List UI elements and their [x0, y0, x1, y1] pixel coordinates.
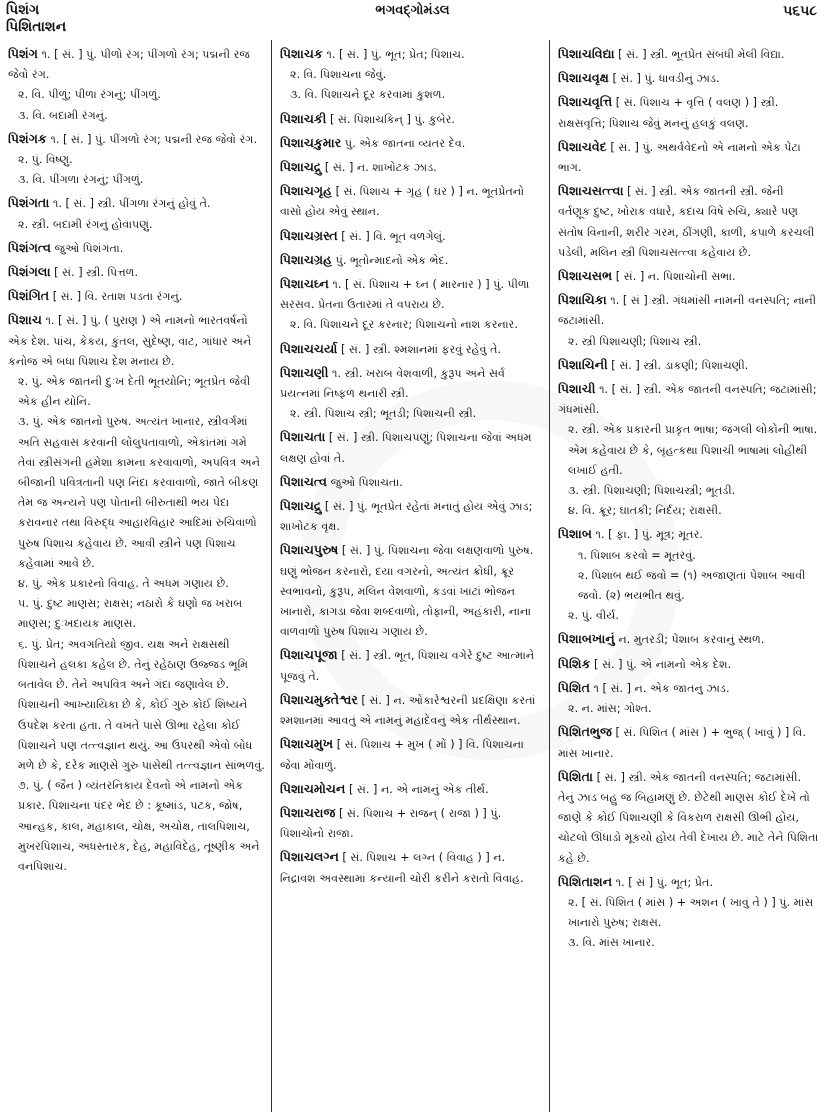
sense-text: [ સં. પિશિત ( માંસ ) + ભુજ્ ( ખાવું ) ] વિ. માંસ ખાનાર.	[558, 726, 806, 760]
sense-text: [ સં. ] ન. ઓંકારેશ્વરની પ્રદક્ષિણા કરતાં શ્મશાનમાં આવતું એ નામનું મહાદેવનું એક તીર્થસ્થાન.	[280, 693, 536, 728]
dictionary-entry	[558, 181, 819, 263]
sense-text: [ સં. પિશાચ + મુખ ( મોં ) ] વિ. પિશાચના જેવા મોંવાળું.	[280, 738, 524, 772]
dictionary-entry	[8, 44, 265, 126]
headword: પિશાબખાનું	[558, 631, 615, 647]
headword: પિશાચગૃહ	[280, 183, 333, 199]
sense-text: [ સં. પિશાચકિન્ ] પું. કુબેર.	[329, 112, 455, 126]
dictionary-entry	[280, 109, 543, 130]
sense-text: [ સં. ] પું. અથર્વવેદનો એ નામનો એક પેટા ભાગ.	[558, 140, 801, 175]
headword: પિશિત	[558, 679, 590, 695]
page-number: ૫૬૫૮	[783, 3, 817, 19]
sense-text: ૧. [ સં. ] પું. ભૂત; પ્રેત; પિશાચ.	[326, 48, 465, 61]
sense-text: [ સં. ] વિ. રતાશ પડતા રંગનું.	[52, 290, 183, 304]
headword: પિશાચસત્ત્વા	[558, 183, 624, 199]
headword: પિશાચપૂજા	[280, 647, 338, 663]
headword: પિશાચસભ	[558, 268, 613, 284]
dictionary-entry	[280, 645, 543, 686]
sense-text: ૧. સ્ત્રી. ખરાબ વેશવાળી, કુરૂપ અને સર્વ પ્રયત્નમાં નિષ્ફળ થનારી સ્ત્રી.	[280, 366, 505, 401]
headword: પિશાચત્વ	[280, 473, 327, 489]
sense-text: ૨. વિ. પીળું; પીળા રંગનું; પીંગળું.	[18, 88, 161, 102]
headword: પિશંગિત	[8, 288, 50, 304]
page-header	[0, 0, 825, 42]
headword: પિશાચણી	[280, 364, 329, 380]
sense-text: ૧. [ સં ] પું. ભૂત; પ્રેત.	[615, 875, 714, 889]
sense-text: પું. એક જાતના વ્યંતર દેવ.	[344, 136, 466, 150]
dictionary-entry	[280, 472, 543, 493]
sense-text: [ સં. ] સ્ત્રી. શ્મશાનમાં ફરવું રહેવું તે.	[340, 342, 502, 356]
guide-word-first: પિશંગ	[6, 2, 40, 18]
dictionary-entry	[280, 339, 543, 360]
sense-text: પું. ભૂતોન્માદનો એક ભેદ.	[335, 253, 449, 267]
sense-text: [ સં. ] પું. ધાવડીનું ઝાડ.	[612, 72, 720, 86]
sense-text: [ સં. ] સ્ત્રી. પિશાચપણું; પિશાચના જેવાં અધમ લક્ષણ હોવાં તે.	[280, 431, 532, 465]
sense-text: [ સં. ] સ્ત્રી. ભૂતપ્રેત સંબંધી મેલી વિદ્યા.	[618, 48, 785, 61]
dictionary-entry	[558, 266, 819, 287]
dictionary-entry	[280, 847, 543, 888]
dictionary-entry	[558, 355, 819, 376]
dictionary-entry	[558, 767, 819, 869]
dictionary-entry	[558, 524, 819, 626]
sense-text: [ સં. ] સ્ત્રી. એક જાતની સ્ત્રી. જેની વર્તણૂક દુષ્ટ, ખોરાક વધારે, કદાચ વિષે રુચિ, ક્યારે પણ સંતોષ વિનાની, શરીર ગરમ, ઠીંગણી, કાળી, કપાળે કરચલી પડેલી, મલિન સ્ત્રી પિશાચસત્ત્વા કહેવાય છે.	[558, 185, 815, 259]
sense-text: ૩. વિ. માંસ ખાનાર.	[568, 936, 655, 950]
headword: પિશાચવૃત્તિ	[558, 94, 613, 110]
headword: પિશિતભુજ	[558, 724, 612, 740]
dictionary-entry	[280, 181, 543, 222]
sense-text: [ સં. ] સ્ત્રી. પિત્તળ.	[54, 266, 139, 280]
sub-sense-text: ૧. પિશાબ કરવો = મૂતરવું.	[578, 548, 696, 562]
dictionary-entry	[558, 92, 819, 133]
dictionary-entry	[280, 427, 543, 468]
sense-text: ૨. પું. એક જાતની દુઃખ દેતી ભૂતયોનિ; ભૂતપ્રેત જેવી એક હીન યોનિ.	[18, 375, 251, 409]
headword: પિશિતાશન	[558, 873, 613, 889]
sense-text: ૧. [ સં. ] સ્ત્રી. પીંગળા રંગનું હોવું તે.	[52, 197, 211, 211]
sense-text: [ સં. ] ન. એ નામનું એક તીર્થ.	[348, 782, 489, 796]
sense-text: ૨. સ્ત્રી. એક પ્રકારની પ્રાકૃત ભાષા; જંગલી લોકોની ભાષા. એમ કહેવાય છે કે, બૃહત્કથા પિશાચી ભાષામાં લોહીથી લખાઈ હતી.	[568, 423, 818, 477]
headword: પિશાચદ્રુ	[280, 159, 322, 175]
dictionary-entry	[280, 496, 543, 537]
book-title: ભગવદ્ગોમંડલ	[375, 3, 450, 18]
sense-text: ન. મુતરડી; પેશાબ કરવાનું સ્થળ.	[618, 633, 765, 647]
headword: પિશાબ	[558, 526, 592, 542]
sense-text: [ સં. ] સ્ત્રી. એક જાતની વનસ્પતિ; જટામાંસી. તેનું ઝાડ બહુ જ બિહામણું છે. છેટેથી માણસ કોઈ દેખે તો જાણે કે કોઈ પિશાચણી કે વિકરાળ રાક્ષસી ઊભી હોય, ચોટલો ઊંધાડો મૂકયો હોય તેવી દેખાય છે. માટે તેને પિશિતા કહે છે.	[558, 770, 819, 865]
headword: પિશાચકુમાર	[280, 134, 342, 150]
dictionary-entry	[558, 44, 819, 65]
sense-text: ૨. સ્ત્રી પિશાચણી; પિશાચ સ્ત્રી.	[568, 334, 702, 348]
sense-text: ૨. વિ. પિશાચના જેવું.	[290, 68, 387, 82]
headword: પિશાચગ્રસ્ત	[280, 227, 338, 243]
column-right	[550, 40, 825, 1112]
sense-text: ૧. [ સં ] સ્ત્રી. ગંધમાંસી નામની વનસ્પતિ; નાની જટામાંસી.	[558, 294, 817, 328]
sense-text: ૪. વિ. ક્રૂર; ઘાતકી; નિર્દય; રાક્ષસી.	[568, 504, 722, 518]
dictionary-entry	[280, 44, 543, 106]
sense-text: જુઓ પિશાચતા.	[330, 475, 403, 489]
sub-sense-text: ૨. પિશાબ થઈ જવો = (૧) અજાણતાં પેશાબ આવી જવો. (૨) ભયભીત થવું.	[578, 568, 806, 603]
sense-text: જુઓ પિશંગતા.	[54, 241, 124, 255]
sense-text: ૬. પું. પ્રેત; અવગતિયો જીવ. યક્ષ અને રાક્ષસથી પિશાચને હલકા કહેલ છે. તેનું રહેઠાણ ઉજ્જડ ભૂમિ બતાવેલ છે. તેને અપવિત્ર અને ગંદા જણાવેલ છે. પિશાચની આખ્યાયિકા છે કે, કોઈ ગુરુ કોઈ શિષ્યને ઉપદેશ કરતા હતા. તે વખતે પાસે ઊભા રહેલા કોઈ પિશાચને પણ તત્ત્વજ્ઞાન થયું. આ ઉપરથી એવો બોધ મળે છે કે, દરેક માણસે ગુરુ પાસેથી તત્ત્વજ્ઞાન સાંભળવું.	[18, 637, 265, 772]
sense-text: ૩. વિ. બદામી રંગનું.	[18, 108, 108, 122]
sense-text: ૩. સ્ત્રી. પિશાચણી; પિશાચસ્ત્રી; ભૂતડી.	[568, 484, 736, 498]
headword: પિશાચી	[558, 381, 596, 397]
sense-text: ૧. [ સં. પિશાચ + ઘ્ન ( મારનાર ) ] પું. પીળા સરસવ. પ્રેતના ઉતારમાં તે વપરાય છે.	[280, 278, 530, 312]
sense-text: ૩. પું. એક જાતનો પુરુષ. અત્યંત ખાનાર, સ્ત્રીવર્ગમાં અતિ સહવાસ કરવાની લોલુપતાવાળો, એકાંતમાં ગમે તેવા સ્ત્રીસંગની હમેશા કામના કરવાવાળો, અપવિત્ર અને બીજાની પવિત્રતાની પણ નિંદા કરવાવાળો, જાતે બીકણ તેમ જ અન્યને પણ પોતાની બીરુતાથી ભય પેદા કરાવનાર તથા વિરુદ્ધ આહારવિહાર આદિમાં રુચિવાળો પુરુષ પિશાચ કહેવાય છે. આવી સ્ત્રીને પણ પિશાચ કહેવામાં આવે છે.	[18, 415, 261, 570]
sense-text: ૨. સ્ત્રી. પિશાચ સ્ત્રી; ભૂતડી; પિશાચની સ્ત્રી.	[290, 407, 477, 421]
headword: પિશિક	[558, 655, 591, 671]
headword: પિશાચકી	[280, 110, 327, 126]
headword: પિશંગતા	[8, 195, 50, 211]
headword: પિશંગક	[8, 130, 47, 146]
headword: પિશાચક	[280, 46, 323, 61]
headword: પિશાચવિદ્યા	[558, 46, 615, 61]
sense-text: [ સં. ] પું. ભૂતપ્રેત રહેતાં મનાતું હોય એવું ઝાડ; શાખોટક વૃક્ષ.	[280, 500, 533, 534]
sense-text: ૩. વિ. પીંગળા રંગનું; પીંગળું.	[18, 173, 144, 187]
dictionary-entry	[8, 238, 265, 259]
sense-text: ૧. [ સં. ] પું. પીંગળો રંગ; પદ્મની રજ જેવો રંગ.	[50, 132, 258, 146]
sense-text: ૧. [ સં. ] પું. ( પુરાણ ) એ નામનો ભારતવર્ષનો એક દેશ. પાંચ, કેકય, કુંતલ, સુદેષ્ણ, વાટ, ગાંધાર અને કનોજ એ બધા પિશાચ દેશ મનાય છે.	[8, 314, 252, 368]
headword: પિશાચમુખ	[280, 736, 334, 752]
headword: પિશંગ	[8, 46, 38, 61]
dictionary-entry	[280, 363, 543, 425]
sense-text: ૨. સ્ત્રી. બદામી રંગનું હોવાપણું.	[18, 217, 153, 231]
dictionary-entry	[558, 629, 819, 650]
dictionary-entry	[558, 678, 819, 719]
sense-text: ૨. પું. વીર્ય.	[568, 609, 619, 623]
dictionary-entry	[280, 250, 543, 271]
dictionary-entry	[558, 137, 819, 178]
dictionary-entry	[8, 193, 265, 234]
sense-text: [ સં. ] વિ. ભૂત વળગેલું.	[341, 229, 446, 243]
sense-text: [ સં. ] પું. પિશાચના જેવા લક્ષણવાળો પુરુષ. ઘણું ભોજન કરનારો, દયા વગરનો, અત્યંત ક્રોધી, ક્રૂર સ્વભાવનો, કુરૂપ, મલિન વેશવાળો, કડવાં ખાટાં ભોજન ખાનારો, કાગડા જેવા શબ્દવાળો, તોફાની, અહંકારી, નાના વાળવાળો પુરુષ પિશાચ ગણાય છે.	[280, 544, 534, 639]
headword: પિશાચવેદ	[558, 138, 607, 154]
headword: પિશાચિકા	[558, 292, 607, 308]
guide-word-last: પિશિતાશન	[6, 19, 67, 35]
dictionary-entry	[558, 872, 819, 954]
dictionary-entry	[280, 779, 543, 800]
sense-text: ૪. પું. એક પ્રકારનો વિવાહ. તે અધમ ગણાય છે.	[18, 577, 229, 591]
dictionary-entry	[280, 540, 543, 642]
column-middle	[272, 40, 550, 1112]
column-left	[0, 40, 272, 1112]
sense-text: [ સં. ] ન. શાખોટક ઝાડ.	[324, 161, 437, 175]
sense-text: ૫. પું. દુષ્ટ માણસ; રાક્ષસ; નઠારો કે ઘણો જ ખરાબ માણસ; દુઃખદાયક માણસ.	[18, 597, 243, 631]
dictionary-entry	[558, 379, 819, 521]
sense-text: ૧. [ સં. ] સ્ત્રી. એક જાતની વનસ્પતિ; જટામાંસી; ગંધમાંસી.	[558, 383, 817, 417]
dictionary-entry	[280, 274, 543, 336]
sense-text: ૨. વિ. પિશાચને દૂર કરનાર; પિશાચનો નાશ કરનાર.	[290, 318, 518, 332]
headword: પિશંગલા	[8, 264, 51, 280]
dictionary-entry	[280, 133, 543, 154]
headword: પિશાચચર્યા	[280, 340, 338, 356]
headword: પિશાચરાજ	[280, 804, 336, 820]
headword: પિશાચમુક્તેશ્વર	[280, 691, 358, 707]
sense-text: [ સં. પિશાચ + લગ્ન ( વિવાહ ) ] ન. નિદ્રાવશ અવસ્થામાં કન્યાની ચોરી કરીને કરાતો વિવાહ.	[280, 851, 524, 885]
dictionary-entry	[558, 290, 819, 352]
sense-text: ૧. [ સં. ] પું. પીળો રંગ; પીંગળો રંગ; પદ્મની રજ જેવો રંગ.	[8, 48, 250, 82]
sense-text: [ સં. ] સ્ત્રી. ભૂત, પિશાચ વગેરે દુષ્ટ આત્માને પૂજવું તે.	[280, 649, 535, 683]
headword: પિશાચમોચન	[280, 780, 346, 796]
dictionary-entry	[280, 157, 543, 178]
sense-text: [ સં. ] ન. પિશાચોની સભા.	[615, 270, 736, 284]
headword: પિશાચિની	[558, 356, 608, 372]
headword: પિશાચ	[8, 312, 42, 328]
sense-text: ૨. [ સં. પિશિત ( માંસ ) + અશન ( ખાવું તે ) ] પું. માંસ ખાનારો પુરુષ; રાક્ષસ.	[568, 895, 814, 930]
sense-text: ૭. પું. ( જૈન ) વ્યંતરનિકાય દેવનો એ નામનો એક પ્રકાર. પિશાચના પંદર ભેદ છે : કૂષ્માંડ, પટક, જોષ, આન્હક, કાલ, મહાકાલ, ચોક્ષ, અચોક્ષ, તાલપિશાચ, મુખરપિશાચ, અધસ્તારક, દેહ, મહાવિદેહ, તૂષ્ણીક અને વનપિશાચ.	[18, 779, 260, 873]
headword: પિશાચદ્રુ	[280, 498, 322, 514]
headword: પિશાચપુરુષ	[280, 542, 339, 558]
dictionary-entry	[280, 226, 543, 247]
headword: પિશાચલગ્ન	[280, 849, 339, 865]
headword: પિશાચગ્રહ	[280, 251, 333, 267]
sense-text: [ સં. ] સ્ત્રી. ડાકણી; પિશાચણી.	[611, 358, 749, 372]
sense-text: ૨. પું. વિષ્ણુ.	[18, 153, 73, 167]
dictionary-entry	[558, 68, 819, 89]
sense-text: ૧ [ સં. ] ન. એક જાતનું ઝાડ.	[593, 681, 730, 695]
dictionary-entry	[280, 803, 543, 844]
sense-text: [ સં. પિશાચ + ગૃહ ( ઘર ) ] ન. ભૂતપ્રેતનો વાસો હોય એવું સ્થાન.	[280, 185, 525, 219]
dictionary-entry	[8, 286, 265, 307]
dictionary-columns	[0, 40, 825, 1112]
sense-text: ૨. ન. માંસ; ગોશ્ત.	[568, 702, 652, 716]
sense-text: [ સં. ] પું. એ નામનો એક દેશ.	[594, 657, 732, 671]
dictionary-entry	[558, 654, 819, 675]
sense-text: ૧. [ ફા. ] પું. મૂત્ર; મૂતર.	[595, 528, 703, 542]
sense-text: [ સં. પિશાચ + રાજન્ ( રાજા ) ] પું. પિશાચોનો રાજા.	[280, 806, 502, 841]
headword: પિશાચતા	[280, 429, 326, 445]
dictionary-entry	[558, 722, 819, 763]
dictionary-entry	[8, 262, 265, 283]
dictionary-entry	[280, 690, 543, 731]
sense-text: ૩. વિ. પિશાચને દૂર કરવામાં કુશળ.	[290, 88, 446, 102]
dictionary-entry	[8, 310, 265, 877]
headword: પિશિતા	[558, 768, 594, 784]
dictionary-entry	[280, 734, 543, 775]
dictionary-entry	[8, 129, 265, 191]
headword: પિશાચવૃક્ષ	[558, 70, 609, 86]
sense-text: [ સં. પિશાચ + વૃત્તિ ( વલણ ) ] સ્ત્રી. રાક્ષસવૃત્તિ; પિશાચ જેવું મનનું હલકું વલણ.	[558, 96, 779, 130]
headword: પિશાચઘ્ન	[280, 276, 329, 292]
headword: પિશંગત્વ	[8, 239, 52, 255]
